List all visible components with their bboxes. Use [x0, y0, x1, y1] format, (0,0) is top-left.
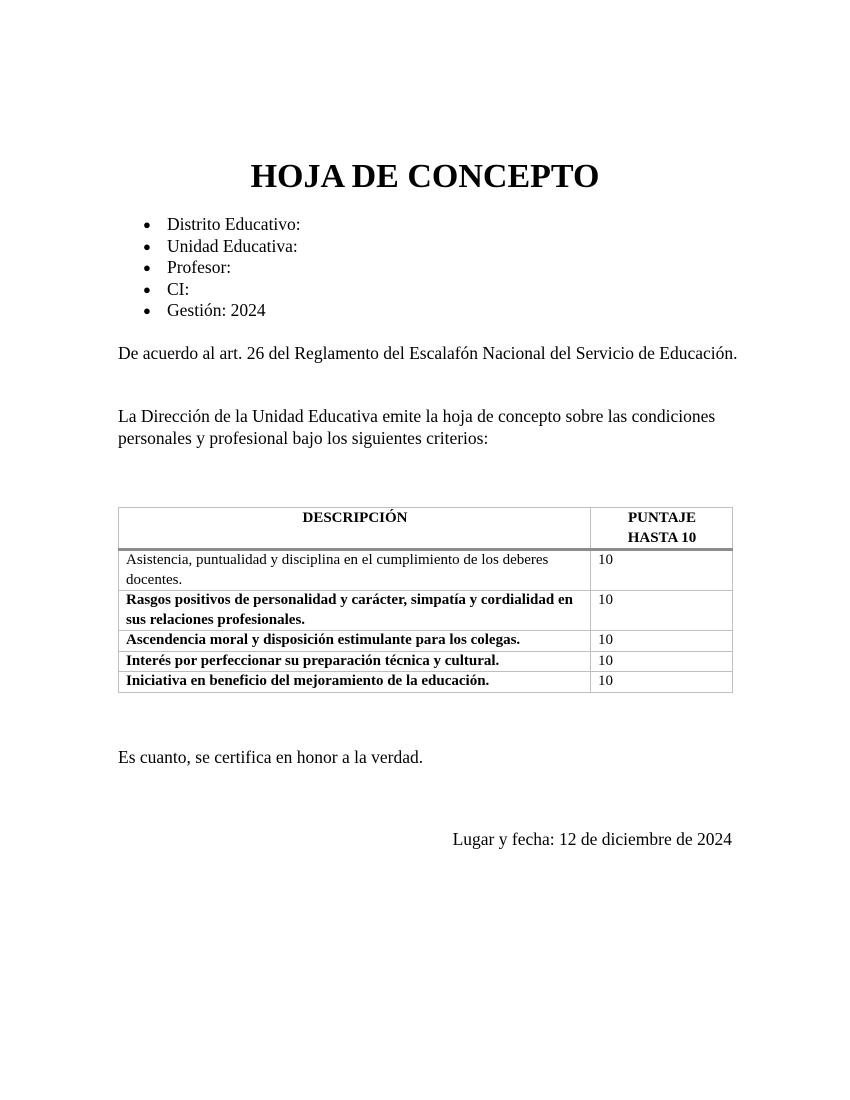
criterion-score: 10	[591, 672, 733, 693]
list-item	[118, 300, 301, 322]
table-row	[119, 591, 733, 631]
score-header-line-2: HASTA 10	[627, 529, 697, 546]
criterion-description: Iniciativa en beneficio del mejoramiento de la educación.	[119, 672, 591, 693]
criterion-description: Ascendencia moral y disposición estimulante para los colegas.	[119, 631, 591, 652]
criterion-description: Rasgos positivos de personalidad y carácter, simpatía y cordialidad en sus relaciones profesionales.	[119, 591, 591, 631]
table-row	[119, 550, 733, 591]
place-and-date: Lugar y fecha: 12 de diciembre de 2024	[452, 829, 732, 849]
intro-paragraph: De acuerdo al art. 26 del Reglamento del Escalafón Nacional del Servicio de Educación.	[118, 343, 738, 363]
list-item	[118, 279, 301, 301]
criterion-description: Interés por perfeccionar su preparación técnica y cultural.	[119, 651, 591, 672]
criteria-score-table	[118, 507, 733, 693]
bullet-icon: ●	[143, 217, 151, 232]
description-column-header: DESCRIPCIÓN	[119, 508, 591, 550]
table-row	[119, 651, 733, 672]
bullet-icon: ●	[143, 303, 151, 318]
table-header-row	[119, 508, 733, 550]
page-title: HOJA DE CONCEPTO	[250, 158, 600, 195]
info-field-list	[118, 214, 301, 322]
field-label-school: Unidad Educativa:	[167, 235, 298, 256]
table-row	[119, 672, 733, 693]
bullet-icon: ●	[143, 281, 151, 297]
criteria-intro-paragraph: La Dirección de la Unidad Educativa emite la hoja de concepto sobre las condiciones personales y profesional bajo los siguientes criterios:	[118, 406, 716, 448]
field-label-district: Distrito Educativo:	[167, 214, 301, 234]
criterion-score: 10	[591, 550, 733, 591]
list-item	[118, 214, 301, 236]
list-item	[118, 257, 301, 279]
score-column-header	[591, 508, 733, 550]
field-label-management-year: Gestión: 2024	[167, 300, 266, 320]
criterion-description: Asistencia, puntualidad y disciplina en el cumplimiento de los deberes docentes.	[119, 550, 591, 591]
bullet-icon: ●	[143, 238, 151, 254]
certification-paragraph: Es cuanto, se certifica en honor a la verdad.	[118, 747, 424, 767]
score-header-line-1: PUNTAJE	[627, 510, 697, 526]
bullet-icon: ●	[143, 260, 151, 275]
criterion-score: 10	[591, 631, 733, 652]
criterion-score: 10	[591, 651, 733, 672]
criterion-score: 10	[591, 591, 733, 631]
field-label-teacher: Profesor:	[167, 257, 232, 277]
table-row	[119, 631, 733, 652]
field-label-ci: CI:	[167, 278, 190, 299]
list-item	[118, 236, 301, 258]
